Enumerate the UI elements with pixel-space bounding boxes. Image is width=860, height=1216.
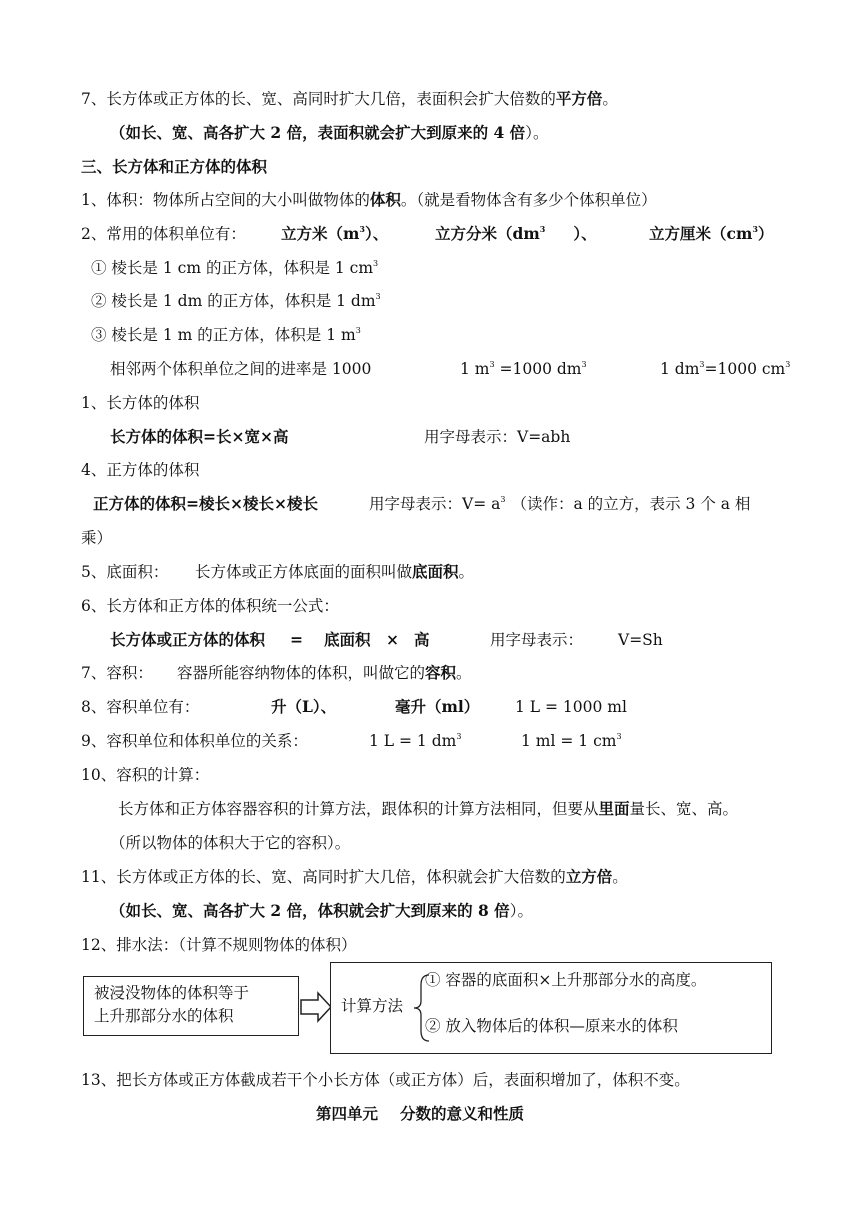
capacity-calc-heading: 10、容积的计算：: [81, 766, 210, 784]
method-item-1: ① 容器的底面积×上升那部分水的高度。: [425, 971, 707, 989]
text: 7、长方体或正方体的长、宽、高同时扩大几倍，表面积会扩大倍数的: [81, 90, 556, 108]
unified-formula: 长方体或正方体的体积 = 底面积 × 高 用字母表示： V=Sh: [110, 630, 663, 649]
surface-example: [110, 122, 548, 144]
capacity-volume-relation: 9、容积单位和体积单位的关系： 1 L = 1 $dm^3$ 1 ml = 1 $cm^3$: [81, 732, 622, 750]
unified-formula-heading: 6、长方体和正方体的体积统一公式：: [81, 597, 339, 615]
text: ）。: [525, 124, 549, 142]
text: 1、体积：物体所占空间的大小叫做物体的: [81, 191, 370, 209]
capacity-units: 8、容积单位有： 升（L）、 毫升（ml） 1 L = 1000 ml: [81, 697, 627, 716]
displacement-heading: 12、排水法：（计算不规则物体的体积）: [81, 936, 357, 954]
point-13-cutting: 13、把长方体或正方体截成若干个小长方体（或正方体）后，表面积增加了，体积不变。: [81, 1071, 690, 1089]
volume-example: （如长、宽、高各扩大 2 倍，体积就会扩大到原来的 8 倍）。: [110, 901, 533, 920]
capacity-calc-note: （所以物体的体积大于它的容积）。: [110, 834, 351, 852]
left-box-line1: 被浸没物体的体积等于: [94, 984, 250, 1002]
cube-volume-heading: 4、正方体的体积: [81, 461, 200, 479]
bold-example: 如长、宽、高各扩大 2 倍，表面积就会扩大到原来的 4 倍: [125, 123, 526, 142]
point-11-volume: 11、长方体或正方体的长、宽、高同时扩大几倍，体积就会扩大倍数的立方倍。: [81, 867, 628, 886]
left-box-line2: 上升那部分水的体积: [94, 1007, 234, 1025]
capacity-calc-method: 长方体和正方体容器容积的计算方法，跟体积的计算方法相同，但要从里面量长、宽、高。: [118, 799, 739, 818]
section-heading: 三、长方体和正方体的体积: [81, 157, 268, 176]
bold-term: 体积: [369, 190, 401, 209]
bold-term: 平方倍: [555, 89, 603, 108]
m3-to-dm3: 1 $m^3 =1000$ $dm^3$: [460, 360, 587, 378]
arrow-right-icon: [300, 990, 332, 1024]
volume-definition: [81, 189, 657, 211]
unit-dm3: 立方分米（$dm^3$ ）、: [435, 224, 597, 243]
unit-m3: 立方米$(m^3)$、: [281, 224, 389, 243]
dm3-to-cm3: 1 $dm^3=1000$ $cm^3$: [660, 360, 791, 378]
cuboid-volume-heading: 1、长方体的体积: [81, 394, 200, 412]
capacity-definition: 7、容积： 容器所能容纳物体的体积，叫做它的容积。: [81, 663, 472, 682]
displacement-left-box: [83, 976, 299, 1036]
unit-cm-example: ① 棱长是 1 cm 的正方体，体积是 1 $cm^3$: [91, 259, 379, 277]
text: （: [110, 123, 126, 142]
base-area-definition: 5、底面积： 长方体或正方体底面的面积叫做底面积。: [81, 562, 475, 581]
method-label: 计算方法: [341, 997, 404, 1015]
unit-m-example: ③ 棱长是 1 m 的正方体，体积是 1 $m^3$: [91, 326, 361, 344]
text: 。: [602, 90, 618, 108]
text: 。（就是看物体含有多少个体积单位）: [400, 191, 657, 209]
unit-dm-example: ② 棱长是 1 dm 的正方体，体积是 1 $dm^3$: [91, 292, 381, 310]
point-7-surface: [81, 88, 618, 110]
displacement-right-box: [330, 962, 772, 1054]
unit-cm3: 立方厘米$(cm^3)$: [649, 224, 774, 243]
volume-units: [81, 223, 781, 245]
conversion-rate: 相邻两个体积单位之间的进率是 1000 1 $m^3 =1000$ $dm^3$ 1 $dm^3=1000$ $cm^3$: [110, 360, 791, 378]
cuboid-volume-formula: 长方体的体积=长×宽×高 用字母表示：V=abh: [110, 427, 571, 446]
unit-heading: 第四单元 分数的意义和性质: [316, 1104, 525, 1123]
text: 2、常用的体积单位有：: [81, 225, 246, 243]
cube-volume-formula: 正方体的体积=棱长×棱长×棱长 用字母表示：$V= a^3$ （读作：a 的立方，表示 3 个 a 相: [93, 494, 751, 513]
cube-volume-formula-cont: 乘）: [81, 529, 113, 547]
method-item-2: ② 放入物体后的体积—原来水的体积: [425, 1017, 678, 1035]
